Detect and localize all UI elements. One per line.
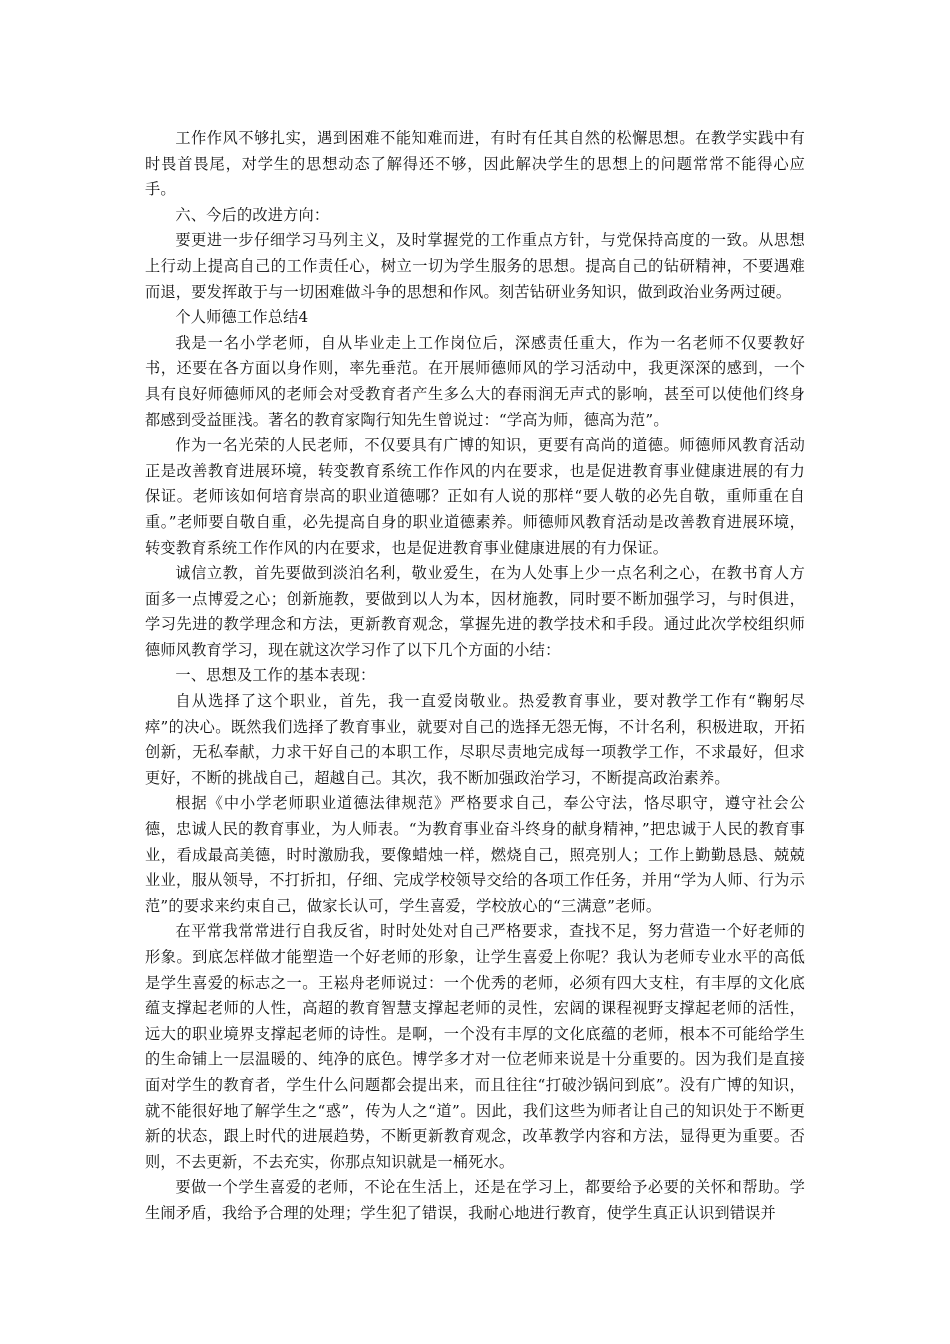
- paragraph-work-style: 工作作风不够扎实，遇到困难不能知难而进，有时有任其自然的松懈思想。在教学实践中有时畏首畏尾，对学生的思想动态了解得还不够，因此解决学生的思想上的问题常常不能得心应手。: [145, 129, 805, 199]
- document-title-summary-4: 个人师德工作总结4: [175, 308, 309, 327]
- paragraph-dedication: 自从选择了这个职业，首先，我一直爱岗敬业。热爱教育事业，要对教学工作有“鞠躬尽瘁”的决心。既然我们选择了教育事业，就要对自己的选择无怨无悔，不计名利，积极进取，开拓创新，无私奉献，力求干好自己的本职工作，尽职尽责地完成每一项教学工作，不求最好，但求更好，不断的挑战自己，超越自己。其次，我不断加强政治学习，不断提高政治素养。: [145, 692, 805, 787]
- paragraph-integrity: 诚信立教，首先要做到淡泊名利，敬业爱生，在为人处事上少一点名利之心，在教书育人方面多一点博爱之心；创新施教，要做到以人为本，因材施教，同时要不断加强学习，与时俱进，学习先进的教学理念和方法，更新教育观念，掌握先进的教学技术和手段。通过此次学校组织师德师风教育学习，现在就这次学习作了以下几个方面的小结：: [145, 564, 805, 659]
- paragraph-intro: 我是一名小学老师，自从毕业走上工作岗位后，深感责任重大，作为一名老师不仅要教好书，还要在各方面以身作则，率先垂范。在开展师德师风的学习活动中，我更深深的感到，一个具有良好师德师风的老师会对受教育者产生多么大的春雨润无声式的影响，甚至可以使他们终身都感到受益匪浅。著名的教育家陶行知先生曾说过：“学高为师，德高为范”。: [145, 333, 805, 429]
- section-heading-improvement: 六、今后的改进方向：: [175, 205, 330, 224]
- paragraph-improvement: 要更进一步仔细学习马列主义，及时掌握党的工作重点方针，与党保持高度的一致。从思想上行动上提高自己的工作责任心，树立一切为学生服务的思想。提高自己的钻研精神，不要遇难而退，要发挥敢于与一切困难做斗争的思想和作风。刻苦钻研业务知识，做到政治业务两过硬。: [145, 231, 805, 301]
- section-heading-basic-performance: 一、思想及工作的基本表现：: [175, 666, 376, 685]
- paragraph-self-reflection: 在平常我常常进行自我反省，时时处处对自己严格要求，查找不足，努力营造一个好老师的形象。到底怎样做才能塑造一个好老师的形象，让学生喜爱上你呢？我认为老师专业水平的高低是学生喜爱的标志之一。王崧舟老师说过：一个优秀的老师，必须有四大支柱，有丰厚的文化底蕴支撑起老师的人性，高超的教育智慧支撑起老师的灵性，宏阔的课程视野支撑起老师的活性，远大的职业境界支撑起老师的诗性。是啊，一个没有丰厚的文化底蕴的老师，根本不可能给学生的生命铺上一层温暖的、纯净的底色。博学多才对一位老师来说是十分重要的。因为我们是直接面对学生的教育者，学生什么问题都会提出来，而且往往“打破沙锅问到底”。没有广博的知识，就不能很好地了解学生之“惑”，传为人之“道”。因此，我们这些为师者让自己的知识处于不断更新的状态，跟上时代的进展趋势，不断更新教育观念，改革教学内容和方法，显得更为重要。否则，不去更新，不去充实，你那点知识就是一桶死水。: [145, 922, 805, 1171]
- document-body: [145, 126, 805, 1227]
- paragraph-ethics: 作为一名光荣的人民老师，不仅要具有广博的知识，更要有高尚的道德。师德师风教育活动正是改善教育进展环境，转变教育系统工作作风的内在要求，也是促进教育事业健康进展的有力保证。老师该如何培育崇高的职业道德哪？正如有人说的那样“要人敬的必先自敬，重师重在自重。”老师要自敬自重，必先提高自身的职业道德素养。师德师风教育活动是改善教育进展环境，转变教育系统工作作风的内在要求，也是促进教育事业健康进展的有力保证。: [145, 436, 805, 557]
- paragraph-code-of-conduct: 根据《中小学老师职业道德法律规范》严格要求自己，奉公守法，恪尽职守，遵守社会公德，忠诚人民的教育事业，为人师表。“为教育事业奋斗终身的献身精神，”把忠诚于人民的教育事业，看成最高美德，时时激励我，要像蜡烛一样，燃烧自己，照亮别人；工作上勤勤恳恳、兢兢业业，服从领导，不打折扣，仔细、完成学校领导交给的各项工作任务，并用“学为人师、行为示范”的要求来约束自己，做家长认可，学生喜爱，学校放心的“三满意”老师。: [145, 794, 805, 915]
- paragraph-caring: 要做一个学生喜爱的老师，不论在生活上，还是在学习上，都要给予必要的关怀和帮助。学生闹矛盾，我给予合理的处理；学生犯了错误，我耐心地进行教育，使学生真正认识到错误并: [145, 1178, 805, 1222]
